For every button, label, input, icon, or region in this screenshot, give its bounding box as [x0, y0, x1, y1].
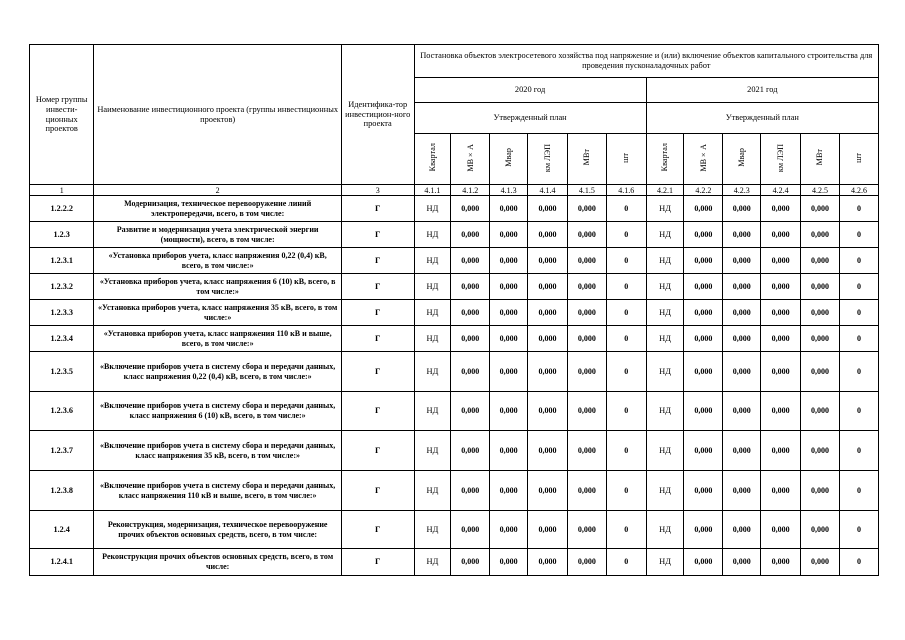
value-cell: 0	[606, 431, 646, 471]
table-row	[30, 511, 879, 549]
project-code-cell: 1.2.2.2	[30, 196, 94, 222]
project-identifier-cell: Г	[341, 274, 414, 300]
project-identifier-cell: Г	[341, 549, 414, 576]
value-cell: 0,000	[490, 196, 528, 222]
project-name-cell: «Установка приборов учета, класс напряжения 6 (10) кВ, всего, в том числе:»	[94, 274, 341, 300]
project-identifier-cell: Г	[341, 326, 414, 352]
project-name-cell: «Включение приборов учета в систему сбора и передачи данных, класс напряжения 0,22 (0,4) кВ, всего, в том числе:»	[94, 352, 341, 392]
value-cell: 0,000	[684, 392, 723, 431]
table-row	[30, 392, 879, 431]
value-cell: 0,000	[528, 431, 568, 471]
value-cell: 0	[839, 511, 878, 549]
value-cell: НД	[414, 431, 451, 471]
project-name-cell: «Включение приборов учета в систему сбора и передачи данных, класс напряжения 110 кВ и выше, всего, в том числе:»	[94, 471, 341, 511]
unit-header-label: Мвар	[503, 148, 513, 167]
value-cell: 0,000	[801, 196, 840, 222]
column-number-cell: 4.2.1	[646, 185, 684, 196]
value-cell: 0,000	[528, 471, 568, 511]
value-cell: 0,000	[528, 392, 568, 431]
project-identifier-cell: Г	[341, 248, 414, 274]
header-year-2020: 2020 год	[414, 78, 646, 103]
value-cell: 0,000	[451, 222, 490, 248]
unit-header-label: км ЛЭП	[775, 143, 785, 172]
value-cell: 0,000	[761, 196, 801, 222]
project-name-cell: «Установка приборов учета, класс напряжения 35 кВ, всего, в том числе:»	[94, 300, 341, 326]
table-row	[30, 196, 879, 222]
unit-header-cell	[451, 133, 490, 184]
column-number-cell: 4.1.5	[567, 185, 606, 196]
unit-header-label: шт	[621, 152, 631, 163]
value-cell: 0	[839, 248, 878, 274]
project-identifier-cell: Г	[341, 222, 414, 248]
value-cell: НД	[646, 471, 684, 511]
value-cell: 0	[839, 392, 878, 431]
value-cell: 0	[839, 300, 878, 326]
value-cell: НД	[646, 431, 684, 471]
unit-header-label: шт	[854, 152, 864, 163]
table-row	[30, 352, 879, 392]
value-cell: 0,000	[723, 352, 761, 392]
value-cell: НД	[646, 274, 684, 300]
table-row	[30, 326, 879, 352]
project-identifier-cell: Г	[341, 511, 414, 549]
project-name-cell: Модернизация, техническое перевооружение линий электропередачи, всего, в том числе:	[94, 196, 341, 222]
column-number-cell: 4.2.5	[801, 185, 840, 196]
value-cell: 0,000	[490, 471, 528, 511]
value-cell: 0,000	[451, 274, 490, 300]
value-cell: 0,000	[723, 222, 761, 248]
value-cell: 0,000	[451, 471, 490, 511]
value-cell: НД	[414, 511, 451, 549]
column-number-cell: 4.1.1	[414, 185, 451, 196]
value-cell: 0,000	[528, 222, 568, 248]
value-cell: 0	[839, 274, 878, 300]
value-cell: 0,000	[490, 352, 528, 392]
value-cell: 0,000	[567, 196, 606, 222]
value-cell: 0,000	[567, 248, 606, 274]
value-cell: 0,000	[684, 248, 723, 274]
unit-header-label: МВ×А	[465, 143, 475, 172]
project-name-cell: Реконструкция прочих объектов основных средств, всего, в том числе:	[94, 549, 341, 576]
value-cell: НД	[414, 392, 451, 431]
value-cell: НД	[646, 248, 684, 274]
value-cell: 0,000	[567, 511, 606, 549]
value-cell: 0,000	[684, 431, 723, 471]
value-cell: 0,000	[684, 511, 723, 549]
value-cell: 0,000	[528, 549, 568, 576]
value-cell: 0,000	[684, 326, 723, 352]
value-cell: 0,000	[490, 300, 528, 326]
table-row	[30, 431, 879, 471]
value-cell: 0,000	[761, 471, 801, 511]
project-name-cell: «Установка приборов учета, класс напряжения 110 кВ и выше, всего, в том числе:»	[94, 326, 341, 352]
project-identifier-cell: Г	[341, 471, 414, 511]
project-code-cell: 1.2.4	[30, 511, 94, 549]
value-cell: 0,000	[684, 352, 723, 392]
header-project-name: Наименование инвестиционного проекта (группы инвестиционных проектов)	[94, 45, 341, 185]
project-identifier-cell: Г	[341, 392, 414, 431]
value-cell: НД	[414, 248, 451, 274]
value-cell: 0,000	[761, 300, 801, 326]
column-number-cell: 4.1.4	[528, 185, 568, 196]
value-cell: НД	[414, 196, 451, 222]
project-code-cell: 1.2.3.6	[30, 392, 94, 431]
value-cell: 0,000	[801, 326, 840, 352]
value-cell: 0,000	[567, 300, 606, 326]
value-cell: 0	[606, 549, 646, 576]
unit-header-cell	[490, 133, 528, 184]
value-cell: 0,000	[801, 248, 840, 274]
value-cell: 0,000	[761, 392, 801, 431]
value-cell: 0,000	[761, 352, 801, 392]
value-cell: 0,000	[451, 392, 490, 431]
value-cell: 0,000	[528, 326, 568, 352]
column-numbering-row	[30, 185, 879, 196]
unit-header-cell	[761, 133, 801, 184]
value-cell: 0,000	[451, 431, 490, 471]
project-code-cell: 1.2.3.1	[30, 248, 94, 274]
unit-header-cell	[839, 133, 878, 184]
value-cell: 0,000	[801, 431, 840, 471]
value-cell: НД	[414, 352, 451, 392]
value-cell: 0,000	[490, 431, 528, 471]
value-cell: НД	[646, 196, 684, 222]
value-cell: НД	[646, 392, 684, 431]
value-cell: НД	[414, 222, 451, 248]
table-row	[30, 471, 879, 511]
value-cell: 0,000	[723, 326, 761, 352]
value-cell: 0,000	[567, 392, 606, 431]
value-cell: 0,000	[567, 352, 606, 392]
value-cell: 0,000	[684, 274, 723, 300]
value-cell: 0	[606, 392, 646, 431]
value-cell: 0,000	[761, 274, 801, 300]
value-cell: 0,000	[723, 471, 761, 511]
column-number-cell: 1	[30, 185, 94, 196]
unit-header-cell	[646, 133, 684, 184]
value-cell: НД	[414, 471, 451, 511]
value-cell: 0,000	[528, 248, 568, 274]
value-cell: НД	[646, 326, 684, 352]
value-cell: 0,000	[451, 326, 490, 352]
value-cell: 0	[606, 274, 646, 300]
value-cell: 0,000	[801, 222, 840, 248]
value-cell: 0,000	[490, 248, 528, 274]
table-row	[30, 222, 879, 248]
value-cell: 0,000	[567, 222, 606, 248]
value-cell: 0,000	[723, 549, 761, 576]
table-row	[30, 274, 879, 300]
value-cell: 0,000	[723, 274, 761, 300]
value-cell: 0,000	[723, 196, 761, 222]
column-number-cell: 4.1.2	[451, 185, 490, 196]
value-cell: 0,000	[761, 326, 801, 352]
value-cell: 0,000	[451, 248, 490, 274]
unit-header-cell	[723, 133, 761, 184]
value-cell: 0,000	[801, 392, 840, 431]
value-cell: 0,000	[528, 274, 568, 300]
value-cell: 0,000	[451, 511, 490, 549]
value-cell: 0	[606, 248, 646, 274]
value-cell: 0,000	[801, 549, 840, 576]
value-cell: 0,000	[684, 222, 723, 248]
unit-header-label: МВт	[815, 149, 825, 166]
unit-header-cell	[606, 133, 646, 184]
value-cell: НД	[414, 274, 451, 300]
unit-header-cell	[528, 133, 568, 184]
value-cell: 0,000	[451, 300, 490, 326]
project-name-cell: Развитие и модернизация учета электрической энергии (мощности), всего, в том числе:	[94, 222, 341, 248]
unit-header-cell	[414, 133, 451, 184]
project-name-cell: «Установка приборов учета, класс напряжения 0,22 (0,4) кВ, всего, в том числе:»	[94, 248, 341, 274]
value-cell: 0,000	[801, 274, 840, 300]
column-number-cell: 4.2.2	[684, 185, 723, 196]
value-cell: НД	[414, 326, 451, 352]
value-cell: НД	[646, 300, 684, 326]
table-row	[30, 549, 879, 576]
project-identifier-cell: Г	[341, 300, 414, 326]
project-code-cell: 1.2.3.7	[30, 431, 94, 471]
value-cell: НД	[646, 222, 684, 248]
value-cell: 0	[839, 326, 878, 352]
value-cell: 0,000	[761, 511, 801, 549]
project-identifier-cell: Г	[341, 196, 414, 222]
value-cell: 0,000	[723, 392, 761, 431]
value-cell: 0,000	[801, 352, 840, 392]
value-cell: 0	[606, 196, 646, 222]
value-cell: НД	[414, 549, 451, 576]
project-name-cell: «Включение приборов учета в систему сбора и передачи данных, класс напряжения 35 кВ, всего, в том числе:»	[94, 431, 341, 471]
project-code-cell: 1.2.3.3	[30, 300, 94, 326]
value-cell: 0	[606, 352, 646, 392]
value-cell: 0,000	[490, 326, 528, 352]
value-cell: 0,000	[801, 471, 840, 511]
header-identifier: Идентифика-тор инвестицион-ного проекта	[341, 45, 414, 185]
unit-header-label: Квартал	[427, 143, 437, 172]
value-cell: 0,000	[567, 326, 606, 352]
header-plan-2021: Утвержденный план	[646, 103, 878, 133]
value-cell: 0,000	[684, 471, 723, 511]
value-cell: 0	[606, 300, 646, 326]
project-identifier-cell: Г	[341, 431, 414, 471]
column-number-cell: 4.2.3	[723, 185, 761, 196]
value-cell: 0,000	[761, 431, 801, 471]
value-cell: 0,000	[528, 196, 568, 222]
value-cell: 0,000	[490, 222, 528, 248]
value-cell: 0,000	[801, 300, 840, 326]
column-number-cell: 4.2.6	[839, 185, 878, 196]
column-number-cell: 4.1.6	[606, 185, 646, 196]
project-code-cell: 1.2.4.1	[30, 549, 94, 576]
value-cell: 0,000	[451, 196, 490, 222]
table-row	[30, 248, 879, 274]
column-number-cell: 2	[94, 185, 341, 196]
unit-header-cell	[801, 133, 840, 184]
column-number-cell: 4.1.3	[490, 185, 528, 196]
unit-header-label: МВ×А	[698, 143, 708, 172]
value-cell: 0	[606, 471, 646, 511]
project-code-cell: 1.2.3.4	[30, 326, 94, 352]
header-top-title: Постановка объектов электросетевого хозяйства под напряжение и (или) включение объектов капитального строительства для проведения пусконаладочных работ	[414, 45, 878, 78]
value-cell: 0,000	[723, 511, 761, 549]
project-name-cell: Реконструкция, модернизация, техническое перевооружение прочих объектов основных средств, всего, в том числе:	[94, 511, 341, 549]
investment-table	[29, 44, 879, 576]
header-group-number: Номер группы инвести-ционных проектов	[30, 45, 94, 185]
unit-header-label: Квартал	[660, 143, 670, 172]
value-cell: 0,000	[451, 352, 490, 392]
project-code-cell: 1.2.3	[30, 222, 94, 248]
header-plan-2020: Утвержденный план	[414, 103, 646, 133]
value-cell: 0,000	[490, 549, 528, 576]
value-cell: 0,000	[490, 392, 528, 431]
project-name-cell: «Включение приборов учета в систему сбора и передачи данных, класс напряжения 6 (10) кВ, всего, в том числе:»	[94, 392, 341, 431]
value-cell: 0	[839, 196, 878, 222]
value-cell: 0,000	[528, 511, 568, 549]
value-cell: 0,000	[723, 300, 761, 326]
value-cell: 0	[606, 326, 646, 352]
column-number-cell: 3	[341, 185, 414, 196]
value-cell: 0	[839, 352, 878, 392]
project-code-cell: 1.2.3.8	[30, 471, 94, 511]
unit-header-cell	[684, 133, 723, 184]
value-cell: 0,000	[761, 248, 801, 274]
value-cell: 0	[606, 511, 646, 549]
project-identifier-cell: Г	[341, 352, 414, 392]
value-cell: НД	[646, 352, 684, 392]
header-year-2021: 2021 год	[646, 78, 878, 103]
value-cell: 0,000	[451, 549, 490, 576]
unit-header-label: Мвар	[737, 148, 747, 167]
value-cell: 0,000	[723, 431, 761, 471]
value-cell: 0,000	[761, 549, 801, 576]
value-cell: 0,000	[761, 222, 801, 248]
value-cell: 0	[606, 222, 646, 248]
project-code-cell: 1.2.3.5	[30, 352, 94, 392]
value-cell: 0	[839, 471, 878, 511]
value-cell: 0	[839, 431, 878, 471]
value-cell: 0,000	[528, 352, 568, 392]
value-cell: 0,000	[684, 196, 723, 222]
column-number-cell: 4.2.4	[761, 185, 801, 196]
value-cell: НД	[646, 549, 684, 576]
table-row	[30, 300, 879, 326]
value-cell: 0	[839, 549, 878, 576]
value-cell: 0,000	[567, 549, 606, 576]
value-cell: 0,000	[567, 471, 606, 511]
table-body	[30, 196, 879, 576]
value-cell: НД	[414, 300, 451, 326]
unit-header-label: МВт	[582, 149, 592, 166]
value-cell: 0,000	[684, 549, 723, 576]
value-cell: 0,000	[490, 511, 528, 549]
document-page	[29, 44, 879, 576]
value-cell: 0,000	[490, 274, 528, 300]
value-cell: 0,000	[801, 511, 840, 549]
value-cell: 0,000	[567, 274, 606, 300]
project-code-cell: 1.2.3.2	[30, 274, 94, 300]
value-cell: 0,000	[723, 248, 761, 274]
value-cell: 0	[839, 222, 878, 248]
value-cell: НД	[646, 511, 684, 549]
unit-header-label: км ЛЭП	[542, 143, 552, 172]
value-cell: 0,000	[528, 300, 568, 326]
value-cell: 0,000	[567, 431, 606, 471]
unit-header-cell	[567, 133, 606, 184]
value-cell: 0,000	[684, 300, 723, 326]
